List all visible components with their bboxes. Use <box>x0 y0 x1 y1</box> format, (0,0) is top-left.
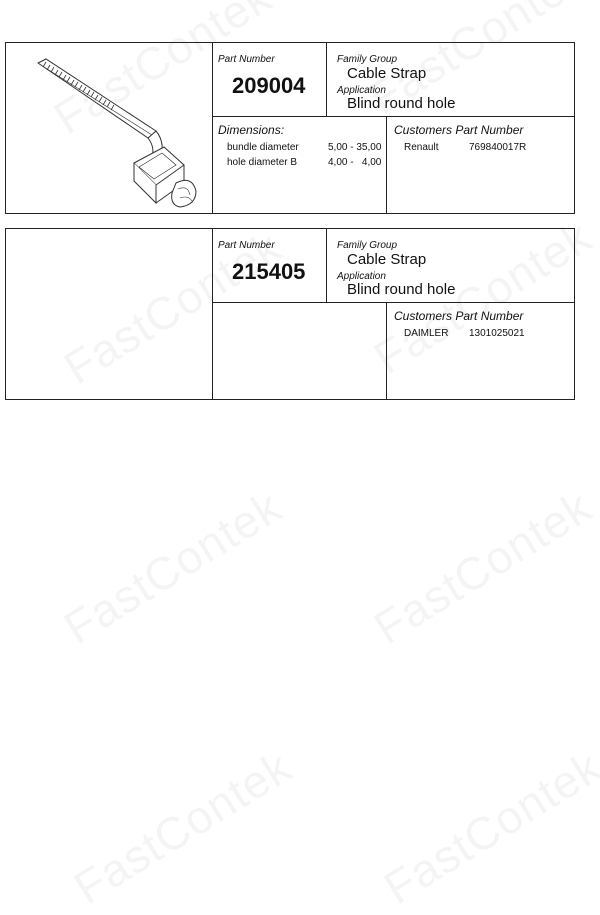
customers-label: Customers Part Number <box>394 309 524 323</box>
dimensions-cell <box>212 117 387 213</box>
family-group-cell <box>327 229 574 303</box>
dimensions-cell <box>212 303 387 399</box>
application-label: Application <box>337 85 386 96</box>
family-group-value: Cable Strap <box>347 251 427 268</box>
cable-strap-drawing <box>6 43 212 213</box>
dimension-name: hole diameter B <box>227 157 298 168</box>
watermark-text <box>364 479 600 655</box>
customers-cell <box>387 117 574 213</box>
customer-part-number: 769840017R <box>469 142 527 153</box>
part-card <box>5 42 575 214</box>
dimension-name: bundle diameter <box>227 142 299 153</box>
watermark-text <box>64 739 301 915</box>
application-label: Application <box>337 271 386 282</box>
part-number-label: Part Number <box>218 240 275 251</box>
part-number-cell <box>212 43 327 117</box>
family-group-label: Family Group <box>337 54 398 65</box>
application-value: Blind round hole <box>347 95 456 112</box>
dimensions-label: Dimensions: <box>218 123 285 137</box>
part-number-label: Part Number <box>218 54 275 65</box>
part-number: 215405 <box>232 259 306 284</box>
part-image <box>6 43 213 213</box>
customer-name: DAIMLER <box>404 328 449 339</box>
customers-label: Customers Part Number <box>394 123 524 137</box>
part-image <box>6 229 213 399</box>
customer-name: Renault <box>404 142 439 153</box>
family-group-cell <box>327 43 574 117</box>
application-value: Blind round hole <box>347 281 456 298</box>
customers-cell <box>387 303 574 399</box>
dimension-value: 4,00 - 4,00 <box>328 157 382 168</box>
family-group-label: Family Group <box>337 240 398 251</box>
family-group-value: Cable Strap <box>347 65 427 82</box>
part-card <box>5 228 575 400</box>
part-number: 209004 <box>232 73 306 98</box>
part-number-cell <box>212 229 327 303</box>
customer-part-number: 1301025021 <box>469 328 525 339</box>
watermark-text <box>54 479 291 655</box>
watermark-text <box>374 739 600 915</box>
dimension-value: 5,00 - 35,00 <box>328 142 382 153</box>
